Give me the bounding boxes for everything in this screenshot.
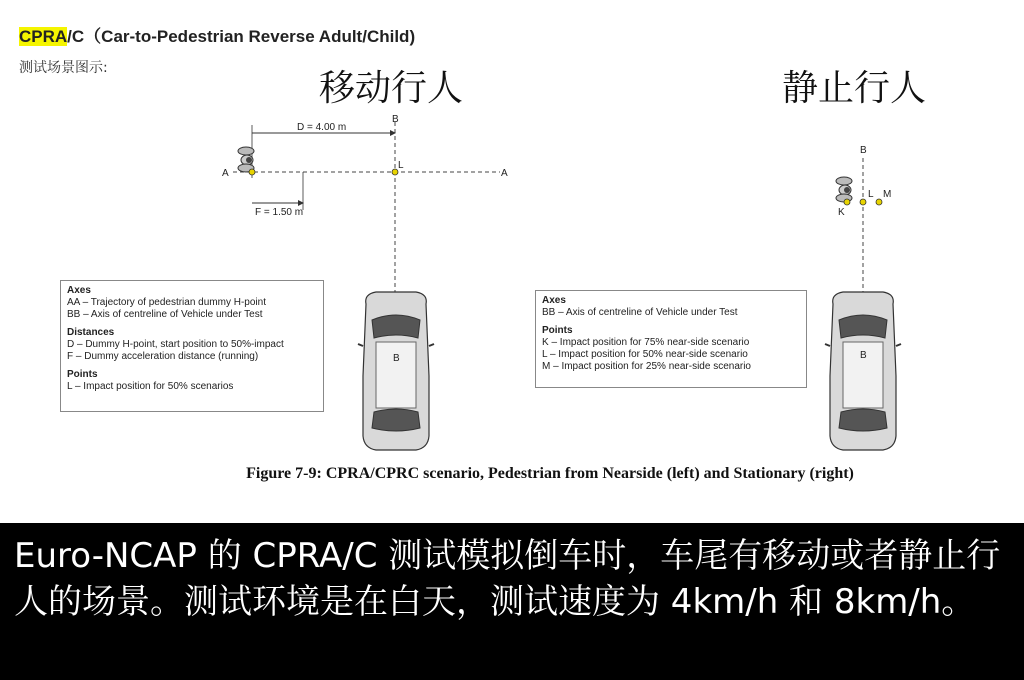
legend-l-right: L – Impact position for 50% near-side scenario: [542, 349, 748, 360]
legend-points-heading-right: Points: [542, 325, 573, 336]
axis-a-right: A: [501, 168, 508, 179]
axis-b-top-right: B: [860, 145, 867, 156]
impact-point-l: [392, 169, 398, 175]
point-l-label-right: L: [868, 189, 874, 200]
impact-point-m: [876, 199, 882, 205]
legend-k: K – Impact position for 75% near-side scenario: [542, 337, 750, 348]
title-highlight: CPRA: [19, 27, 68, 46]
impact-point-k: [844, 199, 850, 205]
distance-d-label: D = 4.00 m: [297, 122, 347, 133]
left-legend-box: [60, 280, 324, 412]
vehicle-under-test-icon: [358, 292, 434, 450]
legend-axes-heading-right: Axes: [542, 295, 566, 306]
axis-b-top: B: [392, 114, 399, 125]
legend-aa: AA – Trajectory of pedestrian dummy H-point: [67, 297, 266, 308]
legend-distances-heading: Distances: [67, 327, 115, 338]
moving-pedestrian-label: 移动行人: [319, 68, 464, 109]
car-b-label: B: [393, 353, 400, 364]
subtitle: 测试场景图示:: [19, 60, 108, 76]
legend-axes-heading: Axes: [67, 285, 91, 296]
impact-point-l-right: [860, 199, 866, 205]
legend-d: D – Dummy H-point, start position to 50%-impact: [67, 339, 284, 350]
description-text: Euro-NCAP 的 CPRA/C 测试模拟倒车时，车尾有移动或者静止行人的场景。测试环境是在白天，测试速度为 4km/h 和 8km/h。: [14, 536, 1001, 622]
distance-f-label: F = 1.50 m: [255, 207, 304, 218]
legend-bb-right: BB – Axis of centreline of Vehicle under Test: [542, 307, 738, 318]
right-legend-box: [535, 290, 807, 388]
figure-caption-text: Figure 7-9: CPRA/CPRC scenario, Pedestrian from Nearside (left) and Stationary (right): [246, 465, 854, 482]
axis-a-left: A: [222, 168, 229, 179]
car-b-label-right: B: [860, 350, 867, 361]
point-k-label: K: [838, 207, 845, 218]
pedestrian-dummy-icon: [238, 147, 254, 172]
legend-points-heading: Points: [67, 369, 98, 380]
point-m-label: M: [883, 189, 892, 200]
figure-caption: [0, 465, 1024, 483]
stationary-pedestrian-label: 静止行人: [782, 68, 927, 109]
legend-m: M – Impact position for 25% near-side scenario: [542, 361, 751, 372]
legend-l: L – Impact position for 50% scenarios: [67, 381, 234, 392]
point-l-label: L: [398, 160, 404, 171]
title-rest: /C（Car-to-Pedestrian Reverse Adult/Child): [67, 27, 416, 46]
legend-f: F – Dummy acceleration distance (running): [67, 351, 259, 362]
vehicle-under-test-icon-right: [825, 292, 901, 450]
legend-bb: BB – Axis of centreline of Vehicle under Test: [67, 309, 263, 320]
start-point: [249, 169, 255, 175]
right-scenario: [825, 145, 901, 450]
pedestrian-dummy-icon-right: [836, 177, 852, 202]
